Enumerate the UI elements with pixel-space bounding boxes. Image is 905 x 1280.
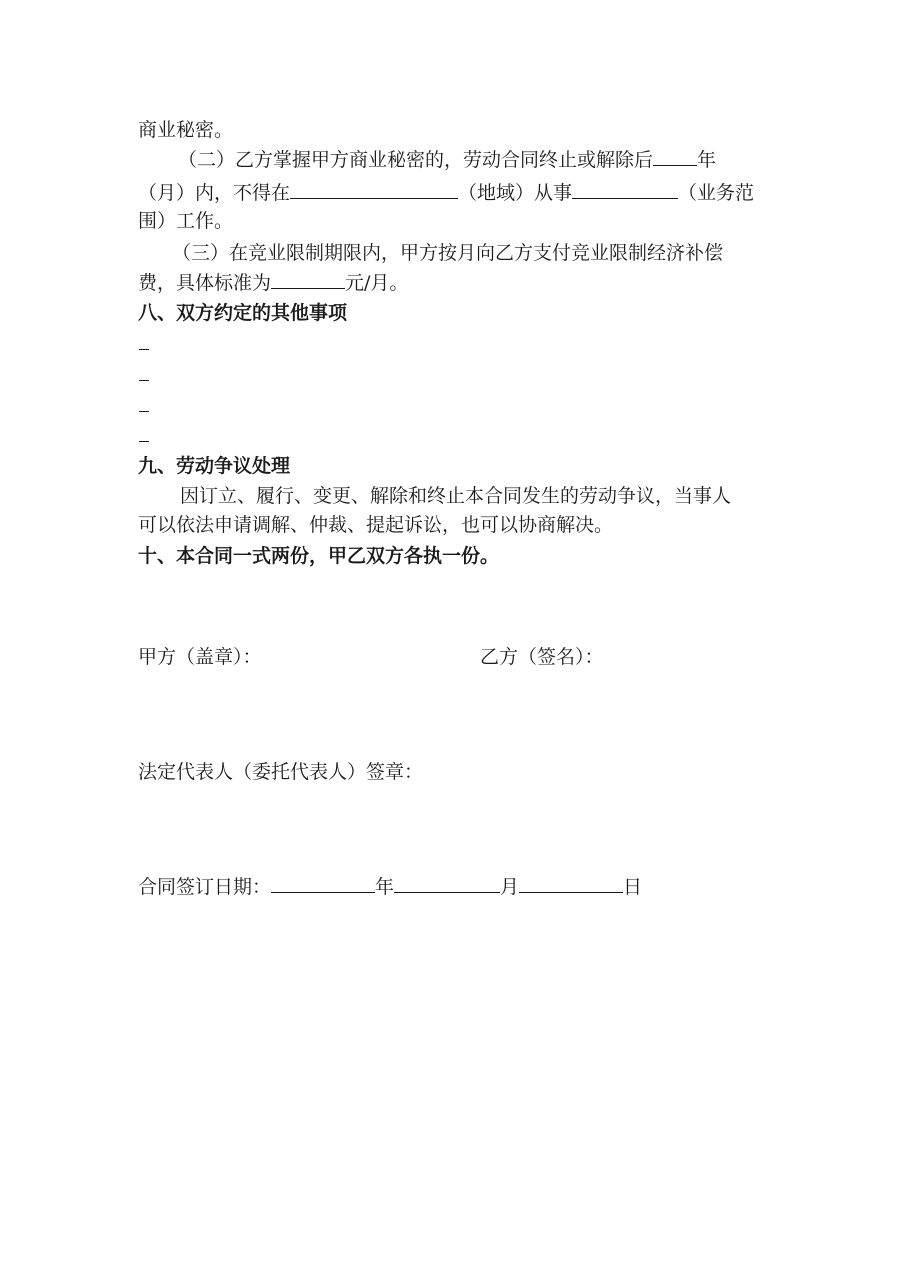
section-9-title	[138, 454, 290, 478]
clause-2-text-d: （地域）从事	[458, 182, 573, 204]
day-label: 日	[623, 876, 643, 898]
year-blank[interactable]	[271, 874, 375, 893]
dispute-text-1: 因订立、履行、变更、解除和终止本合同发生的劳动争议，当事人	[180, 485, 732, 507]
clause-2-line-1	[178, 147, 716, 172]
legal-rep-signature-label: 法定代表人（委托代表人）签章：	[138, 761, 424, 783]
section-10-title	[138, 544, 499, 568]
clause-3-line-1	[172, 241, 723, 265]
other-matters-line-1[interactable]	[139, 349, 149, 350]
dispute-line-1	[180, 484, 731, 508]
clause-3-text-c: 元/月。	[345, 272, 409, 294]
clause-2-text-f: 围）工作。	[138, 210, 234, 232]
clause-3-line-2	[138, 270, 408, 295]
business-scope-blank[interactable]	[572, 180, 678, 199]
clause-2-line-3	[138, 209, 233, 233]
other-matters-line-4[interactable]	[139, 441, 149, 442]
clause-3-text-b: 费，具体标准为	[138, 272, 272, 294]
day-blank[interactable]	[519, 874, 623, 893]
party-a-seal	[138, 645, 262, 669]
clause-2-text-e: （业务范	[678, 182, 755, 204]
clause-3-text-a: （三）在竞业限制期限内，甲方按月向乙方支付竞业限制经济补偿	[172, 242, 724, 264]
trade-secret-line	[138, 118, 233, 142]
other-matters-line-2[interactable]	[139, 380, 149, 381]
month-label: 月	[500, 876, 520, 898]
other-matters-line-3[interactable]	[139, 411, 149, 412]
region-blank[interactable]	[290, 180, 458, 199]
legal-rep-signature	[138, 760, 423, 784]
dispute-line-2	[138, 513, 613, 537]
party-b-signature-label: 乙方（签名）：	[480, 646, 604, 668]
compensation-blank[interactable]	[271, 270, 345, 289]
years-blank[interactable]	[653, 147, 697, 166]
clause-2-text-a: （二）乙方掌握甲方商业秘密的，劳动合同终止或解除后	[178, 149, 654, 171]
section-8-title	[138, 301, 347, 325]
party-a-seal-label: 甲方（盖章）：	[138, 646, 262, 668]
clause-2-text-c: （月）内，不得在	[138, 182, 291, 204]
month-blank[interactable]	[394, 874, 500, 893]
trade-secret-text: 商业秘密。	[138, 119, 234, 141]
signing-date	[138, 874, 642, 899]
signing-date-label: 合同签订日期：	[138, 876, 272, 898]
clause-2-text-year: 年	[697, 149, 717, 171]
clause-2-line-2	[138, 180, 754, 205]
section-10-title-text: 十、本合同一式两份，甲乙双方各执一份。	[138, 545, 500, 567]
section-8-title-text: 八、双方约定的其他事项	[138, 302, 348, 324]
party-b-signature	[480, 645, 604, 669]
section-9-title-text: 九、劳动争议处理	[138, 455, 291, 477]
year-label: 年	[375, 876, 395, 898]
dispute-text-2: 可以依法申请调解、仲裁、提起诉讼，也可以协商解决。	[138, 514, 614, 536]
